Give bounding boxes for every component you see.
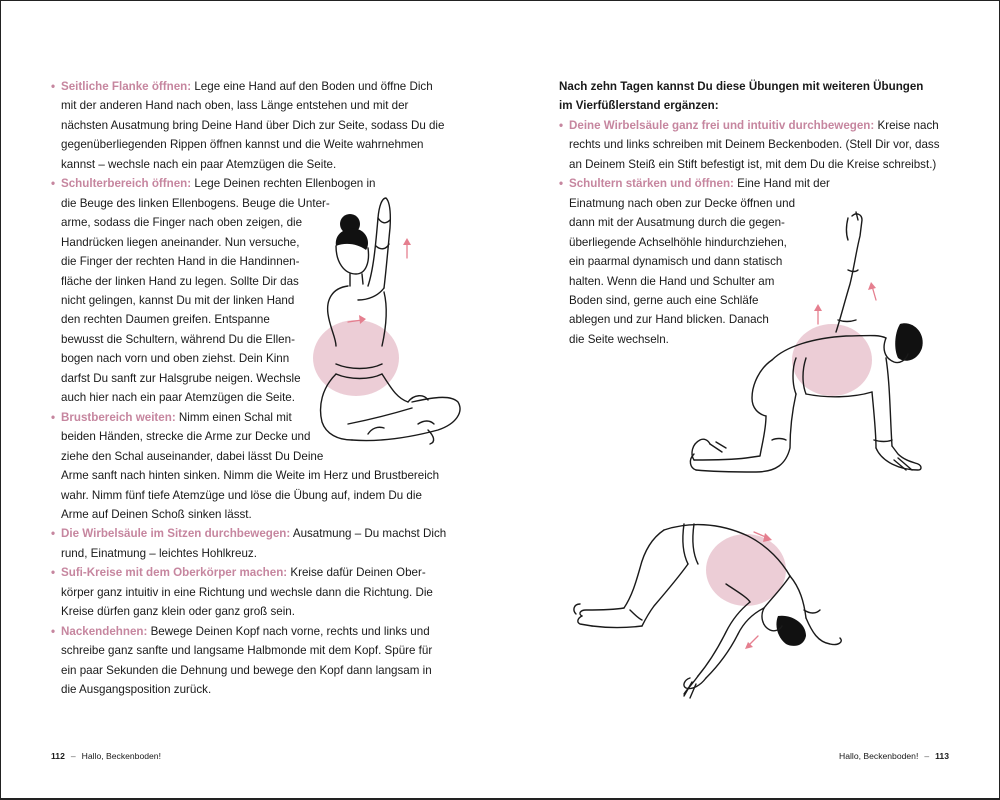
text-line: rund, Einatmung – leichtes Hohlkreuz. xyxy=(61,546,257,560)
right-page-footer xyxy=(839,751,949,761)
left-page-footer xyxy=(51,751,161,761)
text-line: bewusst die Schultern, während Du die Ellen- xyxy=(61,332,295,346)
text-line: die Beuge des linken Ellenbogens. Beuge die Unter- xyxy=(61,196,330,210)
heading-line: im Vierfüßlerstand ergänzen: xyxy=(559,99,719,113)
text-line xyxy=(61,77,451,96)
bullet-dot: • xyxy=(51,80,56,93)
text-line: Boden sind, gerne auch eine Schläfe xyxy=(569,293,759,307)
bullet-dot: • xyxy=(559,177,564,191)
item-keyword: Seitliche Flanke öffnen: xyxy=(61,80,192,93)
bullet-dot: • xyxy=(51,624,56,638)
bullet-item xyxy=(51,622,451,700)
right-footer-separator: – xyxy=(924,751,930,761)
text-line: Einatmung nach oben zur Decke öffnen und xyxy=(569,196,796,210)
item-keyword: Sufi-Kreise mit dem Oberkörper machen: xyxy=(61,566,288,580)
text-line xyxy=(61,563,451,582)
item-keyword: Deine Wirbelsäule ganz frei und intuitiv durchbewegen: xyxy=(569,118,875,132)
text-line: ein paar Sekunden die Dehnung und bewege den Kopf dann langsam in xyxy=(61,663,432,677)
bullet-item xyxy=(559,116,959,174)
text-line: die Finger der rechten Hand in die Handinnen- xyxy=(61,255,300,269)
text-line: auch hier nach ein paar Atemzügen die Seite. xyxy=(61,391,295,405)
text-line: halten. Wenn die Hand und Schulter am xyxy=(569,274,775,288)
text-line: die Ausgangsposition zurück. xyxy=(61,683,212,697)
item-keyword: Schultern stärken und öffnen: xyxy=(569,177,734,191)
text-line: körper ganz intuitiv in eine Richtung und wechsle dann die Richtung. Die xyxy=(61,585,433,599)
bullet-item xyxy=(51,77,451,174)
item-text: Ausatmung – Du machst Dich xyxy=(290,527,447,541)
bullet-dot: • xyxy=(51,527,56,541)
text-line: an Deinem Steiß ein Stift befestigt ist, mit dem Du die Kreise schreibst.) xyxy=(569,157,937,171)
page-border-left xyxy=(0,0,1,800)
item-text: Kreise dafür Deinen Ober- xyxy=(287,566,426,580)
item-text: Lege eine Hand auf den Boden und öffne Dich xyxy=(191,80,433,93)
text-line: überliegende Achselhöhle hindurchziehen, xyxy=(569,235,787,249)
text-line: darfst Du sanft zur Halsgrube neigen. Wechsle xyxy=(61,371,301,385)
item-keyword: Schulterbereich öffnen: xyxy=(61,177,192,191)
text-line: rechts und links schreiben mit Deinem Beckenboden. (Stell Dir vor, dass xyxy=(569,138,940,152)
item-text: Nimm einen Schal mit xyxy=(175,410,292,424)
text-line xyxy=(61,524,451,543)
item-text: Kreise nach xyxy=(874,118,939,132)
text-line: nicht gelingen, kannst Du mit der linken Hand xyxy=(61,293,295,307)
text-line: kannst – wechsle nach ein paar Atemzügen die Seite. xyxy=(61,157,337,171)
seated-arm-wrap-figure-illustration xyxy=(308,188,478,458)
item-keyword: Brustbereich weiten: xyxy=(61,410,176,424)
text-line: bogen nach vorn und oben ziehst. Dein Kinn xyxy=(61,352,290,366)
item-keyword: Die Wirbelsäule im Sitzen durchbewegen: xyxy=(61,527,291,541)
bullet-dot: • xyxy=(51,410,56,424)
text-line xyxy=(61,622,451,641)
text-line: Kreise dürfen ganz klein oder ganz groß sein. xyxy=(61,605,295,619)
text-line: den rechten Daumen greifen. Entspanne xyxy=(61,313,270,327)
text-line: wahr. Nimm fünf tiefe Atemzüge und löse die Übung auf, indem Du die xyxy=(61,488,422,502)
item-keyword: Nackendehnen: xyxy=(61,624,148,638)
bullet-dot: • xyxy=(51,177,56,191)
item-text: Lege Deinen rechten Ellenbogen in xyxy=(191,177,376,191)
text-line: mit der anderen Hand nach oben, lass Länge entstehen und mit der xyxy=(61,99,409,113)
text-line: die Seite wechseln. xyxy=(569,332,669,346)
right-page-heading xyxy=(559,77,959,116)
text-line: nächsten Ausatmung bring Deine Hand über Dich zur Seite, sodass Du die xyxy=(61,118,445,132)
heading-line: Nach zehn Tagen kannst Du diese Übungen mit weiteren Übungen xyxy=(559,80,924,93)
bullet-dot: • xyxy=(51,566,56,580)
item-text: Bewege Deinen Kopf nach vorne, rechts und links und xyxy=(147,624,430,638)
text-line: arme, sodass die Finger nach oben zeigen, die xyxy=(61,216,303,230)
text-line: ziehe den Schal auseinander, dabei lässt Du Deine xyxy=(61,449,324,463)
tabletop-arm-raise-figure-illustration xyxy=(686,208,926,493)
left-page-number: 112 xyxy=(51,751,65,761)
text-line: schreibe ganz sanfte und langsame Halbmonde mit dem Kopf. Spüre für xyxy=(61,644,433,658)
text-line: beiden Händen, strecke die Arme zur Decke und xyxy=(61,430,311,444)
item-text: Eine Hand mit der xyxy=(733,177,830,191)
page-border-top xyxy=(0,0,1000,1)
text-line: ablegen und zur Hand blicken. Danach xyxy=(569,313,769,327)
right-footer-book-title: Hallo, Beckenboden! xyxy=(839,751,919,761)
bullet-dot: • xyxy=(559,118,564,132)
text-line: dann mit der Ausatmung durch die gegen- xyxy=(569,216,785,230)
bullet-item xyxy=(51,563,451,621)
text-line: fläche der linken Hand zu legen. Sollte Dir das xyxy=(61,274,299,288)
text-line: Handrücken liegen aneinander. Nun versuche, xyxy=(61,235,300,249)
thread-the-needle-figure-illustration xyxy=(568,518,850,700)
text-line xyxy=(569,116,959,135)
text-line: Arme auf Deinen Schoß sinken lässt. xyxy=(61,507,252,521)
text-line xyxy=(569,174,959,193)
left-footer-book-title: Hallo, Beckenboden! xyxy=(81,751,161,761)
left-footer-separator: – xyxy=(70,751,76,761)
text-line: ein paarmal dynamisch und dann statisch xyxy=(569,255,783,269)
text-line: Arme sanft nach hinten sinken. Nimm die Weite im Herz und Brustbereich xyxy=(61,469,440,483)
text-line: gegenüberliegenden Rippen öffnen kannst und die Weite wahrnehmen xyxy=(61,138,424,152)
bullet-item xyxy=(51,524,451,563)
right-page-number: 113 xyxy=(935,751,949,761)
